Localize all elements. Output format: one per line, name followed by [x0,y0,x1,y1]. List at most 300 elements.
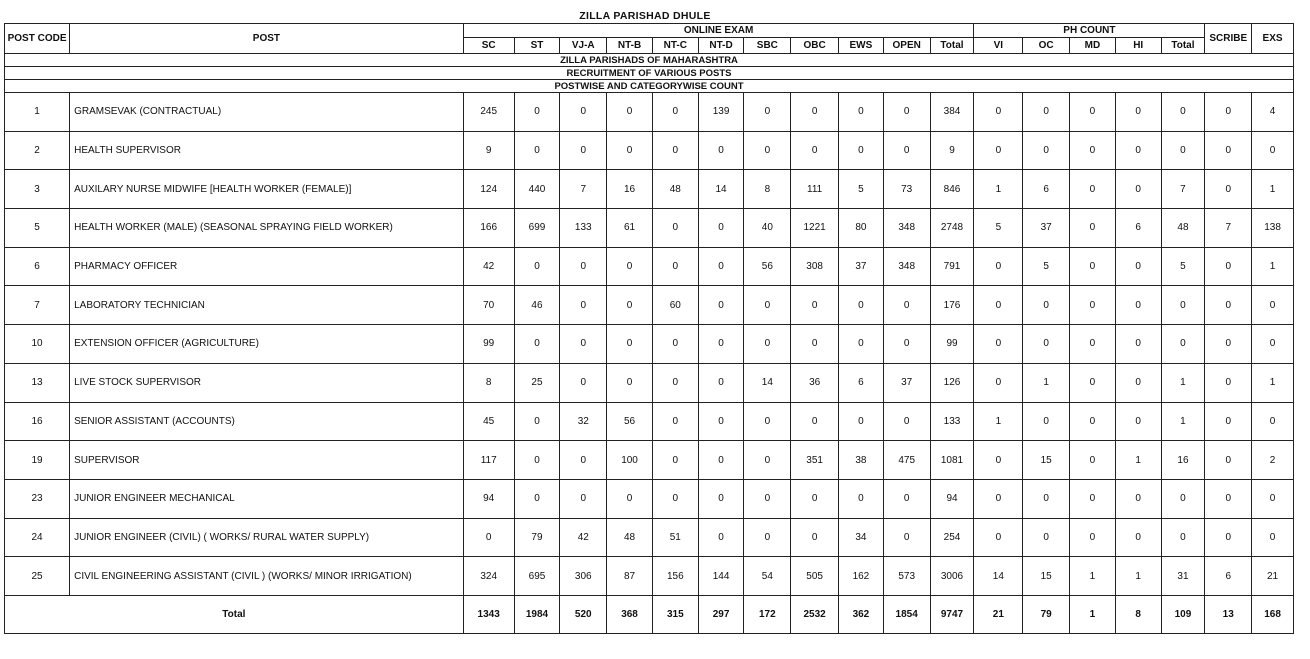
header-online-obc: OBC [791,38,839,54]
cell-online-open: 0 [883,479,930,518]
cell-scribe: 0 [1205,479,1252,518]
cell-online-ews: 6 [839,363,884,402]
cell-online-nt-c: 0 [652,209,698,248]
cell-online-vj-a: 306 [560,557,607,596]
cell-online-nt-c: 0 [652,402,698,441]
cell-online-sc: 124 [463,170,514,209]
cell-online-vj-a: 0 [560,247,607,286]
cell-online-sc: 94 [463,479,514,518]
cell-ph-hi: 0 [1115,286,1161,325]
cell-ph-total: 7 [1161,170,1205,209]
cell-post-code: 10 [5,325,70,364]
cell-ph-total: 1 [1161,402,1205,441]
cell-online-nt-d: 0 [698,209,744,248]
cell-online-total: 94 [930,479,974,518]
cell-exs: 1 [1252,170,1294,209]
cell-post-code: 2 [5,131,70,170]
cell-exs: 0 [1252,402,1294,441]
cell-ph-oc: 6 [1023,170,1070,209]
cell-online-obc: 0 [791,402,839,441]
cell-online-sbc: 56 [744,247,791,286]
cell-online-st: 0 [514,402,560,441]
cell-ph-vi: 0 [974,518,1023,557]
cell-ph-md: 0 [1070,93,1116,132]
header-post: POST [70,24,464,54]
cell-ph-oc: 0 [1023,325,1070,364]
cell-online-obc: 0 [791,325,839,364]
header-ph-hi: HI [1115,38,1161,54]
cell-online-total: 384 [930,93,974,132]
cell-online-vj-a: 133 [560,209,607,248]
cell-ph-oc: 5 [1023,247,1070,286]
cell-online-st: 25 [514,363,560,402]
cell-online-vj-a: 0 [560,286,607,325]
cell-ph-total: 31 [1161,557,1205,596]
total-online-st: 1984 [514,595,560,633]
cell-post-code: 25 [5,557,70,596]
total-ph-hi: 8 [1115,595,1161,633]
cell-post-name: AUXILARY NURSE MIDWIFE [HEALTH WORKER (FEMALE)] [70,170,464,209]
cell-online-st: 0 [514,325,560,364]
table-row [5,557,1294,596]
cell-online-sc: 9 [463,131,514,170]
cell-online-sbc: 0 [744,518,791,557]
table-row [5,286,1294,325]
cell-ph-total: 16 [1161,441,1205,480]
cell-online-ews: 37 [839,247,884,286]
cell-ph-vi: 0 [974,325,1023,364]
cell-online-sbc: 8 [744,170,791,209]
cell-ph-total: 1 [1161,363,1205,402]
cell-ph-oc: 0 [1023,93,1070,132]
cell-online-nt-b: 0 [607,247,653,286]
header-online-total: Total [930,38,974,54]
cell-ph-oc: 1 [1023,363,1070,402]
cell-online-sbc: 40 [744,209,791,248]
cell-online-nt-d: 139 [698,93,744,132]
cell-online-obc: 0 [791,518,839,557]
cell-ph-md: 0 [1070,479,1116,518]
cell-online-nt-c: 0 [652,247,698,286]
table-row [5,363,1294,402]
cell-exs: 0 [1252,325,1294,364]
cell-online-vj-a: 32 [560,402,607,441]
total-online-sc: 1343 [463,595,514,633]
cell-online-ews: 0 [839,93,884,132]
cell-online-sbc: 0 [744,441,791,480]
cell-exs: 1 [1252,363,1294,402]
header-online-sbc: SBC [744,38,791,54]
cell-online-total: 254 [930,518,974,557]
cell-online-nt-c: 0 [652,93,698,132]
cell-online-ews: 0 [839,131,884,170]
header-ph-vi: VI [974,38,1023,54]
cell-post-code: 1 [5,93,70,132]
total-row [5,595,1294,633]
cell-online-sbc: 0 [744,325,791,364]
cell-online-nt-c: 48 [652,170,698,209]
header-exs: EXS [1252,24,1294,54]
cell-online-sc: 245 [463,93,514,132]
cell-online-st: 0 [514,93,560,132]
cell-ph-oc: 15 [1023,557,1070,596]
cell-online-obc: 0 [791,93,839,132]
cell-online-open: 0 [883,402,930,441]
cell-online-nt-d: 0 [698,518,744,557]
table-row [5,131,1294,170]
cell-online-vj-a: 0 [560,93,607,132]
document-title: ZILLA PARISHAD DHULE [579,10,711,22]
cell-online-total: 1081 [930,441,974,480]
total-online-ews: 362 [839,595,884,633]
cell-ph-vi: 0 [974,441,1023,480]
header-online-st: ST [514,38,560,54]
cell-online-vj-a: 0 [560,441,607,480]
cell-online-nt-b: 16 [607,170,653,209]
cell-online-nt-d: 0 [698,286,744,325]
cell-online-vj-a: 7 [560,170,607,209]
banner-line-3: POSTWISE AND CATEGORYWISE COUNT [5,80,1294,93]
header-online-nt-d: NT-D [698,38,744,54]
cell-ph-md: 0 [1070,325,1116,364]
cell-online-nt-b: 61 [607,209,653,248]
table-row [5,247,1294,286]
header-online-ews: EWS [839,38,884,54]
cell-online-vj-a: 42 [560,518,607,557]
cell-ph-md: 0 [1070,518,1116,557]
table-row [5,209,1294,248]
cell-scribe: 0 [1205,247,1252,286]
cell-exs: 2 [1252,441,1294,480]
cell-ph-hi: 0 [1115,131,1161,170]
cell-online-ews: 0 [839,402,884,441]
cell-post-name: LABORATORY TECHNICIAN [70,286,464,325]
cell-post-code: 6 [5,247,70,286]
cell-online-nt-c: 51 [652,518,698,557]
cell-scribe: 0 [1205,170,1252,209]
cell-ph-md: 0 [1070,247,1116,286]
cell-scribe: 7 [1205,209,1252,248]
cell-post-name: GRAMSEVAK (CONTRACTUAL) [70,93,464,132]
cell-online-st: 0 [514,131,560,170]
cell-ph-oc: 0 [1023,402,1070,441]
cell-online-total: 133 [930,402,974,441]
total-label: Total [5,595,464,633]
cell-ph-total: 0 [1161,131,1205,170]
cell-online-ews: 80 [839,209,884,248]
banner-line-2: RECRUITMENT OF VARIOUS POSTS [5,67,1294,80]
cell-ph-md: 0 [1070,209,1116,248]
table-row [5,479,1294,518]
cell-online-open: 0 [883,93,930,132]
cell-online-nt-d: 0 [698,479,744,518]
cell-online-open: 573 [883,557,930,596]
cell-online-total: 176 [930,286,974,325]
cell-post-name: JUNIOR ENGINEER (CIVIL) ( WORKS/ RURAL WATER SUPPLY) [70,518,464,557]
cell-online-obc: 351 [791,441,839,480]
cell-ph-oc: 15 [1023,441,1070,480]
cell-online-nt-b: 100 [607,441,653,480]
cell-online-total: 126 [930,363,974,402]
cell-online-obc: 0 [791,286,839,325]
cell-ph-total: 0 [1161,518,1205,557]
cell-online-sc: 70 [463,286,514,325]
cell-ph-total: 0 [1161,325,1205,364]
cell-ph-hi: 0 [1115,402,1161,441]
cell-exs: 4 [1252,93,1294,132]
total-online-nt-c: 315 [652,595,698,633]
cell-ph-total: 0 [1161,479,1205,518]
cell-online-sc: 99 [463,325,514,364]
cell-scribe: 0 [1205,402,1252,441]
header-online-open: OPEN [883,38,930,54]
cell-online-obc: 0 [791,131,839,170]
header-ph-count: PH COUNT [974,24,1205,38]
cell-post-code: 19 [5,441,70,480]
table-row [5,441,1294,480]
recruitment-table [4,23,1294,634]
table-row [5,518,1294,557]
cell-online-nt-b: 0 [607,93,653,132]
cell-online-obc: 0 [791,479,839,518]
cell-online-ews: 0 [839,286,884,325]
cell-ph-vi: 0 [974,93,1023,132]
cell-ph-hi: 0 [1115,247,1161,286]
cell-online-ews: 0 [839,479,884,518]
cell-online-vj-a: 0 [560,325,607,364]
cell-ph-hi: 0 [1115,363,1161,402]
cell-online-nt-c: 0 [652,479,698,518]
cell-ph-hi: 6 [1115,209,1161,248]
cell-ph-oc: 37 [1023,209,1070,248]
cell-online-nt-c: 0 [652,363,698,402]
total-scribe: 13 [1205,595,1252,633]
cell-post-code: 5 [5,209,70,248]
cell-post-name: SENIOR ASSISTANT (ACCOUNTS) [70,402,464,441]
cell-post-name: EXTENSION OFFICER (AGRICULTURE) [70,325,464,364]
cell-online-st: 46 [514,286,560,325]
cell-online-vj-a: 0 [560,479,607,518]
cell-online-st: 79 [514,518,560,557]
cell-online-nt-b: 48 [607,518,653,557]
cell-ph-vi: 5 [974,209,1023,248]
cell-online-sbc: 0 [744,479,791,518]
cell-post-code: 24 [5,518,70,557]
cell-scribe: 6 [1205,557,1252,596]
cell-ph-hi: 0 [1115,170,1161,209]
header-online-exam: ONLINE EXAM [463,24,974,38]
cell-online-total: 791 [930,247,974,286]
cell-ph-vi: 0 [974,286,1023,325]
cell-online-nt-d: 0 [698,441,744,480]
cell-online-nt-c: 0 [652,131,698,170]
cell-online-ews: 0 [839,325,884,364]
cell-online-sc: 117 [463,441,514,480]
cell-online-sbc: 54 [744,557,791,596]
cell-online-vj-a: 0 [560,363,607,402]
cell-online-sc: 8 [463,363,514,402]
cell-scribe: 0 [1205,441,1252,480]
total-online-nt-d: 297 [698,595,744,633]
cell-online-sbc: 0 [744,131,791,170]
cell-ph-vi: 1 [974,170,1023,209]
cell-online-sbc: 14 [744,363,791,402]
header-post-code: POST CODE [5,24,70,54]
cell-online-nt-d: 144 [698,557,744,596]
cell-online-st: 440 [514,170,560,209]
cell-online-nt-d: 0 [698,325,744,364]
cell-scribe: 0 [1205,131,1252,170]
cell-ph-total: 5 [1161,247,1205,286]
cell-ph-total: 0 [1161,286,1205,325]
cell-ph-vi: 0 [974,131,1023,170]
cell-online-ews: 5 [839,170,884,209]
total-online-nt-b: 368 [607,595,653,633]
cell-online-nt-c: 0 [652,441,698,480]
cell-exs: 21 [1252,557,1294,596]
cell-online-sc: 45 [463,402,514,441]
total-online-obc: 2532 [791,595,839,633]
cell-online-ews: 38 [839,441,884,480]
cell-online-ews: 162 [839,557,884,596]
cell-online-nt-b: 0 [607,325,653,364]
cell-online-nt-b: 87 [607,557,653,596]
header-online-nt-b: NT-B [607,38,653,54]
cell-ph-vi: 0 [974,247,1023,286]
table-row [5,402,1294,441]
cell-scribe: 0 [1205,93,1252,132]
total-online-total: 9747 [930,595,974,633]
cell-online-obc: 505 [791,557,839,596]
cell-exs: 0 [1252,286,1294,325]
cell-ph-total: 0 [1161,93,1205,132]
cell-scribe: 0 [1205,363,1252,402]
cell-post-name: PHARMACY OFFICER [70,247,464,286]
cell-online-nt-b: 0 [607,363,653,402]
banner-line-1: ZILLA PARISHADS OF MAHARASHTRA [5,54,1294,67]
cell-online-sc: 42 [463,247,514,286]
cell-online-nt-c: 60 [652,286,698,325]
cell-online-sbc: 0 [744,93,791,132]
cell-ph-oc: 0 [1023,518,1070,557]
cell-online-open: 0 [883,325,930,364]
cell-scribe: 0 [1205,286,1252,325]
cell-post-name: CIVIL ENGINEERING ASSISTANT (CIVIL ) (WORKS/ MINOR IRRIGATION) [70,557,464,596]
total-exs: 168 [1252,595,1294,633]
cell-online-nt-b: 56 [607,402,653,441]
cell-online-sc: 166 [463,209,514,248]
cell-online-vj-a: 0 [560,131,607,170]
cell-ph-vi: 0 [974,479,1023,518]
cell-online-sbc: 0 [744,402,791,441]
table-row [5,93,1294,132]
cell-post-name: LIVE STOCK SUPERVISOR [70,363,464,402]
cell-ph-hi: 0 [1115,325,1161,364]
cell-online-total: 9 [930,131,974,170]
cell-online-open: 73 [883,170,930,209]
cell-ph-hi: 0 [1115,93,1161,132]
cell-post-name: HEALTH WORKER (MALE) (SEASONAL SPRAYING FIELD WORKER) [70,209,464,248]
cell-online-open: 0 [883,286,930,325]
cell-exs: 1 [1252,247,1294,286]
total-ph-total: 109 [1161,595,1205,633]
cell-ph-vi: 14 [974,557,1023,596]
cell-online-nt-d: 0 [698,247,744,286]
cell-online-obc: 1221 [791,209,839,248]
header-online-nt-c: NT-C [652,38,698,54]
cell-exs: 0 [1252,518,1294,557]
cell-online-nt-d: 0 [698,131,744,170]
cell-online-open: 475 [883,441,930,480]
total-ph-md: 1 [1070,595,1116,633]
total-online-sbc: 172 [744,595,791,633]
cell-online-nt-b: 0 [607,479,653,518]
cell-ph-total: 48 [1161,209,1205,248]
total-online-vj-a: 520 [560,595,607,633]
cell-online-st: 0 [514,247,560,286]
cell-online-open: 37 [883,363,930,402]
cell-ph-md: 0 [1070,402,1116,441]
cell-online-nt-b: 0 [607,286,653,325]
cell-online-total: 3006 [930,557,974,596]
cell-online-st: 695 [514,557,560,596]
cell-post-code: 23 [5,479,70,518]
table-row [5,170,1294,209]
cell-online-obc: 308 [791,247,839,286]
cell-ph-hi: 0 [1115,479,1161,518]
cell-online-total: 99 [930,325,974,364]
cell-online-total: 846 [930,170,974,209]
header-online-sc: SC [463,38,514,54]
cell-exs: 0 [1252,479,1294,518]
cell-online-nt-b: 0 [607,131,653,170]
cell-exs: 138 [1252,209,1294,248]
cell-online-total: 2748 [930,209,974,248]
cell-scribe: 0 [1205,518,1252,557]
cell-online-st: 699 [514,209,560,248]
cell-ph-md: 0 [1070,170,1116,209]
cell-post-name: SUPERVISOR [70,441,464,480]
total-online-open: 1854 [883,595,930,633]
cell-ph-md: 0 [1070,131,1116,170]
cell-ph-md: 1 [1070,557,1116,596]
cell-ph-hi: 1 [1115,441,1161,480]
cell-online-obc: 36 [791,363,839,402]
cell-post-name: HEALTH SUPERVISOR [70,131,464,170]
table-row [5,325,1294,364]
cell-online-st: 0 [514,479,560,518]
header-ph-md: MD [1070,38,1116,54]
cell-ph-hi: 1 [1115,557,1161,596]
cell-post-code: 7 [5,286,70,325]
cell-online-nt-d: 0 [698,363,744,402]
cell-online-nt-c: 156 [652,557,698,596]
cell-ph-vi: 0 [974,363,1023,402]
header-online-vj-a: VJ-A [560,38,607,54]
cell-online-open: 348 [883,247,930,286]
cell-online-obc: 111 [791,170,839,209]
cell-exs: 0 [1252,131,1294,170]
cell-online-open: 348 [883,209,930,248]
header-ph-total: Total [1161,38,1205,54]
cell-post-code: 16 [5,402,70,441]
cell-online-open: 0 [883,518,930,557]
cell-ph-hi: 0 [1115,518,1161,557]
cell-ph-vi: 1 [974,402,1023,441]
cell-online-nt-d: 0 [698,402,744,441]
cell-scribe: 0 [1205,325,1252,364]
cell-online-sc: 324 [463,557,514,596]
